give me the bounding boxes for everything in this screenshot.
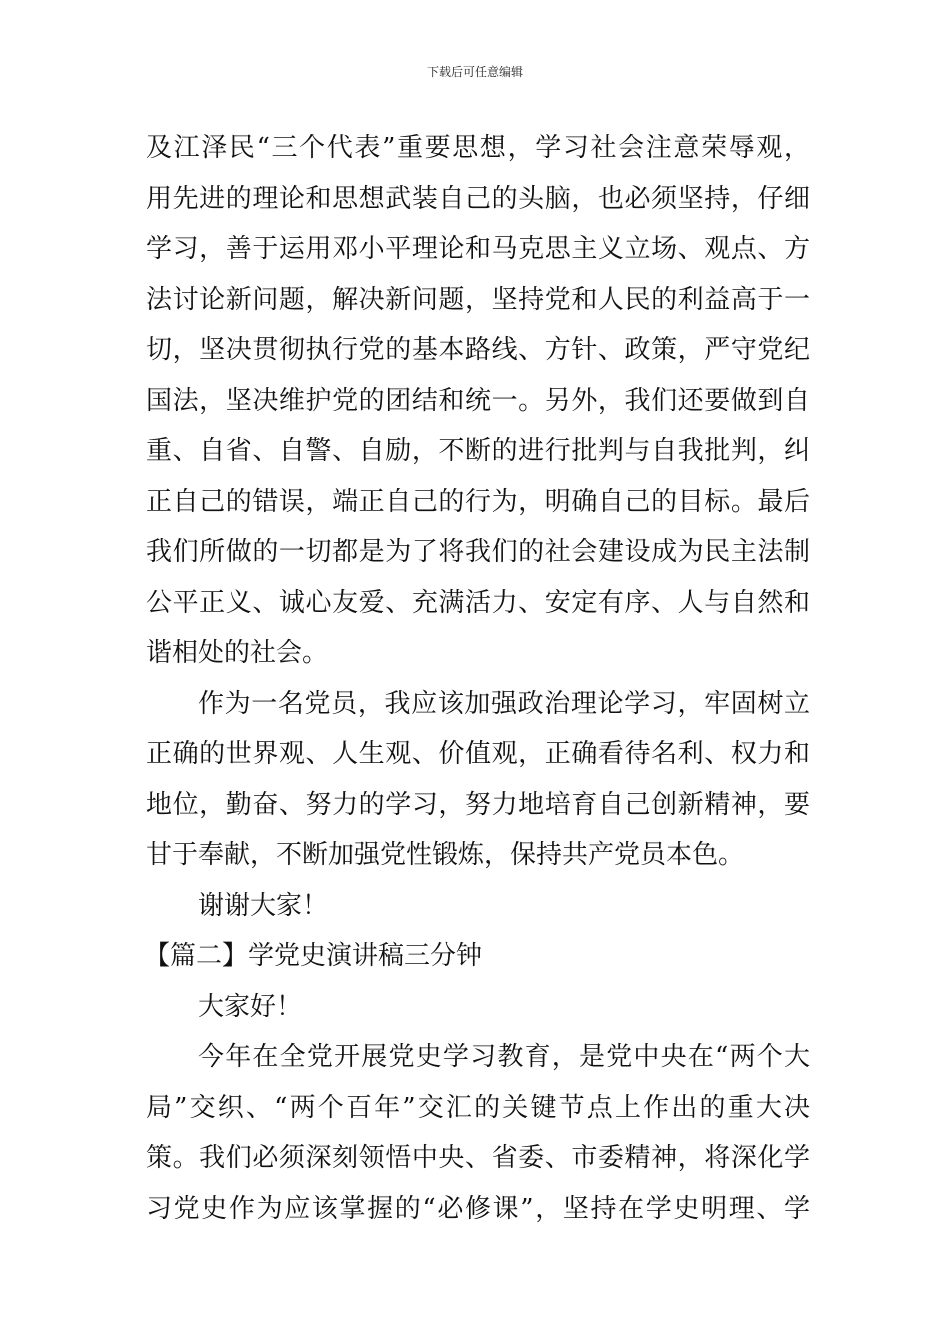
paragraph-line: 谢谢大家！ xyxy=(198,890,329,921)
paragraph-line: 甘于奉献，不断加强党性锻炼，保持共产党员本色。 xyxy=(146,840,745,870)
paragraph-line: 法讨论新问题，解决新问题，坚持党和人民的利益高于一 xyxy=(146,284,810,315)
paragraph-line: 用先进的理论和思想武装自己的头脑，也必须坚持，仔细 xyxy=(146,183,810,214)
document-body xyxy=(146,123,810,1234)
paragraph-line: 正自己的错误，端正自己的行为，明确自己的目标。最后 xyxy=(146,486,810,517)
paragraph-line: 策。我们必须深刻领悟中央、省委、市委精神，将深化学 xyxy=(146,1143,810,1173)
paragraph-line: 切，坚决贯彻执行党的基本路线、方针、政策，严守党纪 xyxy=(146,335,810,365)
paragraph-line: 及江泽民“三个代表”重要思想，学习社会注意荣辱观， xyxy=(146,133,810,163)
paragraph-line: 地位，勤奋、努力的学习，努力地培育自己创新精神，要 xyxy=(146,789,810,820)
paragraph-line: 习党史作为应该掌握的“必修课”，坚持在学史明理、学 xyxy=(146,1193,810,1224)
paragraph-line: 作为一名党员，我应该加强政治理论学习，牢固树立 xyxy=(198,688,810,719)
section-heading: 【篇二】学党史演讲稿三分钟 xyxy=(144,941,483,971)
paragraph-line: 谐相处的社会。 xyxy=(146,638,329,668)
page-header: 下载后可任意编辑 xyxy=(426,65,523,79)
paragraph-line: 正确的世界观、人生观、价值观，正确看待名利、权力和 xyxy=(146,739,810,769)
paragraph-line: 大家好！ xyxy=(198,991,303,1022)
paragraph-line: 国法，坚决维护党的团结和统一。另外，我们还要做到自 xyxy=(146,385,810,416)
paragraph-line: 今年在全党开展党史学习教育，是党中央在“两个大 xyxy=(198,1042,810,1072)
paragraph-line: 重、自省、自警、自励，不断的进行批判与自我批判，纠 xyxy=(146,436,810,466)
paragraph-line: 公平正义、诚心友爱、充满活力、安定有序、人与自然和 xyxy=(146,587,810,618)
paragraph-line: 我们所做的一切都是为了将我们的社会建设成为民主法制 xyxy=(146,537,810,567)
paragraph-line: 学习，善于运用邓小平理论和马克思主义立场、观点、方 xyxy=(146,234,810,264)
paragraph-line: 局”交织、“两个百年”交汇的关键节点上作出的重大决 xyxy=(146,1092,810,1123)
